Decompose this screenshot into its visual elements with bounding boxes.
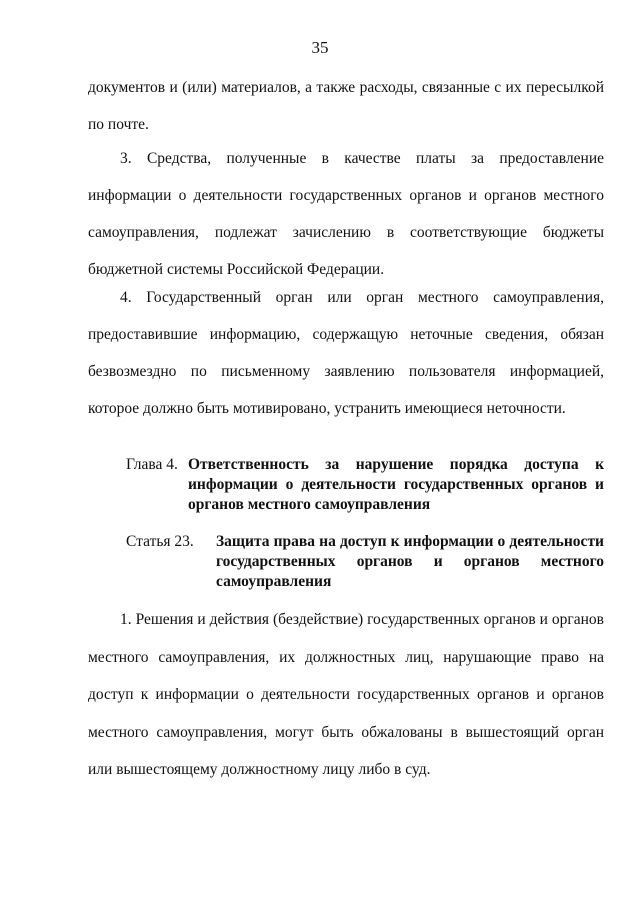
chapter-title: Ответственность за нарушение порядка доступа к информации о деятельности государственных органов и органов местного самоуправления [188,456,604,513]
paragraph-4 [88,279,604,427]
article-label: Статья 23. [126,533,194,550]
chapter-heading [126,455,604,515]
article-heading [126,532,604,592]
paragraph-continuation: документов и (или) материалов, а также расходы, связанные с их пересылкой по почте. [88,79,604,133]
paragraph-article-23-1-text: 1. Решения и действия (бездействие) государственных органов и органов местного самоуправления, их должностных лиц, нарушающие право на доступ к информации о деятельности государственных органов и органов местного самоуправления, могут быть обжалованы в вышестоящий орган или вышестоящему должностному лицу либо в суд. [88,611,604,778]
paragraph-article-23-1 [88,601,604,789]
paragraph-3 [88,140,604,288]
article-title: Защита права на доступ к информации о деятельности государственных органов и органов местного самоуправления [216,533,604,590]
paragraph-3-text: 3. Средства, полученные в качестве платы за предоставление информации о деятельности государственных органов и органов местного самоуправления, подлежат зачислению в соответствующие бюджеты бюджетной системы Российской Федерации. [88,150,604,278]
page-number: 35 [311,38,329,57]
paragraph-4-text: 4. Государственный орган или орган местного самоуправления, предоставившие информацию, содержащую неточные сведения, обязан безвозмездно по письменному заявлению пользователя информацией, которое должно быть мотивировано, устранить имеющиеся неточности. [88,289,604,417]
chapter-label: Глава 4. [126,456,178,473]
